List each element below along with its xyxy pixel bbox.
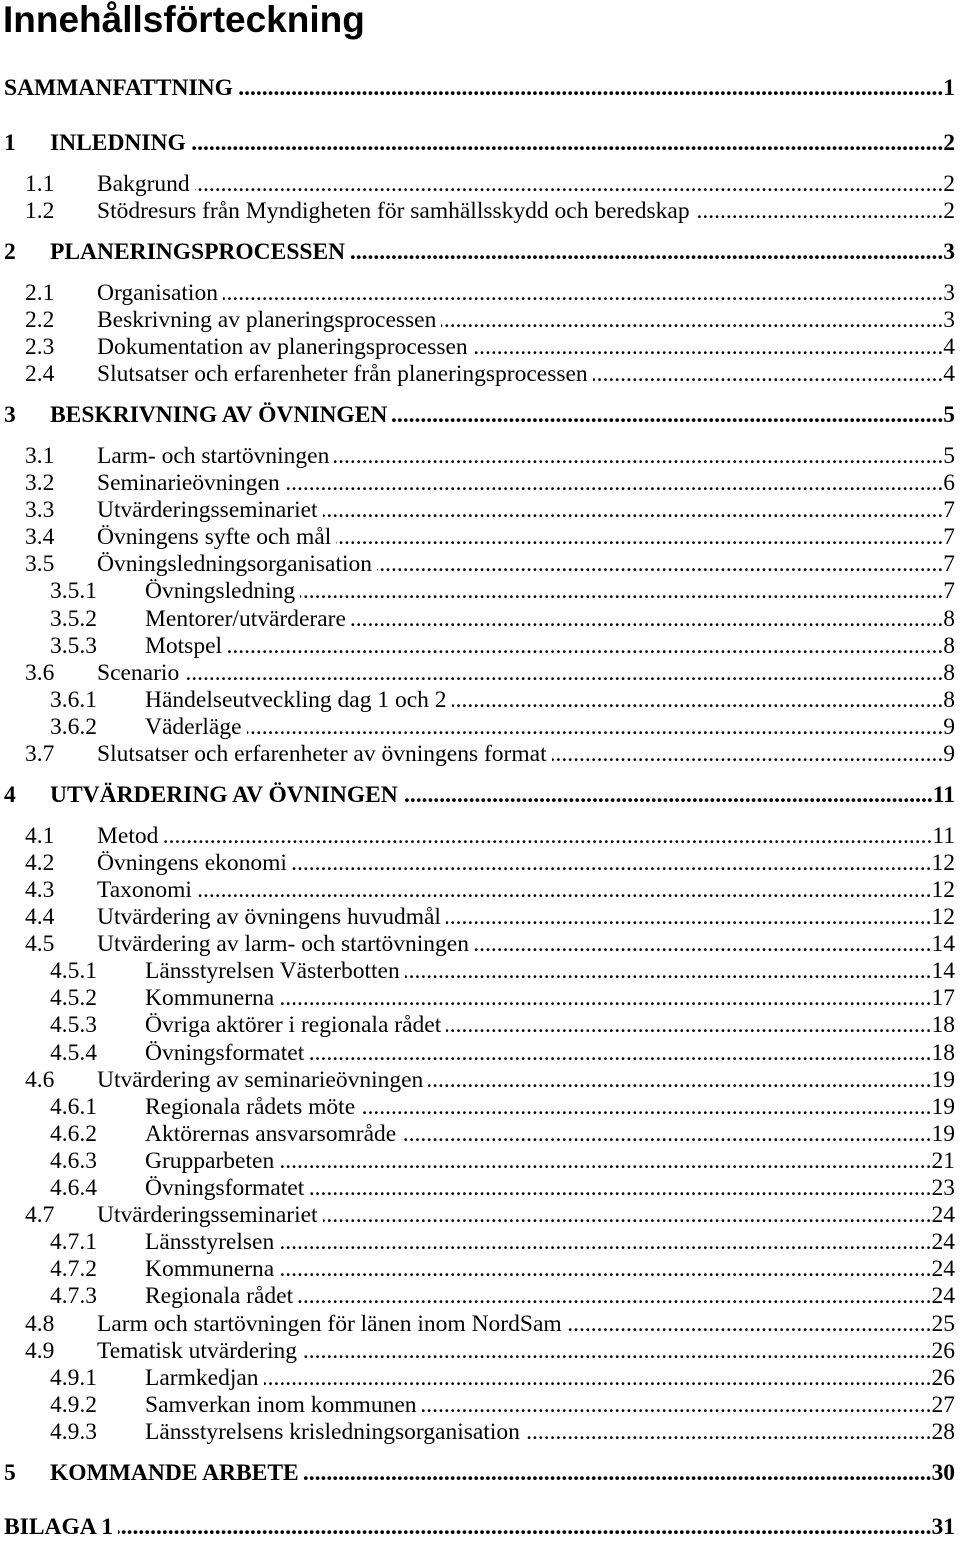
toc-entry-title: Metod (97, 822, 159, 849)
toc-leader-dots (223, 280, 943, 307)
toc-entry-number: 1.1 (25, 171, 55, 198)
toc-entry-title: KOMMANDE ARBETE (50, 1459, 299, 1486)
toc-entry-number: 4.9.2 (50, 1391, 97, 1418)
toc-leader-dots (197, 877, 932, 904)
toc-subsection-entry[interactable] (0, 1121, 955, 1148)
toc-page-number: 1 (943, 75, 955, 102)
toc-page-number: 23 (931, 1175, 955, 1202)
toc-leader-dots (191, 130, 943, 157)
toc-entry-title: PLANERINGSPROCESSEN (50, 239, 346, 266)
toc-entry-title: Scenario (97, 659, 180, 686)
toc-subsection-entry[interactable] (0, 1148, 955, 1175)
toc-section-entry[interactable] (0, 280, 955, 307)
toc-section-entry[interactable] (0, 198, 955, 225)
toc-page-number: 19 (931, 1093, 955, 1120)
toc-page-number: 21 (931, 1147, 955, 1174)
toc-page-number: 19 (931, 1120, 955, 1147)
toc-entry-number: 4.7 (25, 1202, 55, 1229)
toc-entry-title: Taxonomi (97, 877, 192, 903)
toc-entry-title: Larmkedjan (145, 1364, 259, 1391)
toc-subsection-entry[interactable] (0, 1094, 955, 1121)
toc-page-number: 4 (943, 334, 955, 361)
toc-entry-number: 3.2 (25, 470, 55, 497)
toc-page-number: 3 (943, 279, 955, 306)
toc-section-entry[interactable] (0, 850, 955, 877)
toc-leader-dots (309, 1175, 931, 1202)
toc-entry-title: BILAGA 1 (4, 1514, 114, 1541)
toc-entry-number: 1.2 (25, 198, 55, 225)
toc-entry-number: 3.6.1 (50, 686, 97, 713)
toc-page-number: 27 (931, 1391, 955, 1418)
toc-page-number: 24 (931, 1202, 955, 1229)
toc-entry-number: 4.9.1 (50, 1364, 97, 1391)
toc-leader-dots (351, 606, 943, 633)
toc-page-number: 11 (932, 781, 955, 808)
toc-leader-dots (446, 904, 932, 931)
toc-section-entry[interactable] (0, 1311, 955, 1338)
toc-page-number: 8 (943, 659, 955, 686)
toc-chapter-entry[interactable] (0, 1514, 955, 1541)
toc-entry-title: Övriga aktörer i regionala rådet (145, 1012, 442, 1039)
toc-leader-dots (184, 660, 943, 687)
toc-entry-number: 4.6.4 (50, 1175, 97, 1202)
toc-leader-dots (452, 687, 944, 714)
toc-leader-dots (567, 1311, 932, 1338)
toc-entry-number: 3.7 (25, 741, 55, 768)
toc-entry-title: Länsstyrelsens krisledningsorganisation (145, 1418, 520, 1445)
toc-chapter-entry[interactable] (0, 1460, 955, 1487)
toc-leader-dots (695, 198, 944, 225)
toc-page-number: 3 (943, 307, 955, 334)
toc-entry-number: 4.5.1 (50, 958, 97, 985)
toc-entry-number: 3 (4, 402, 16, 429)
toc-entry-number: 4.8 (25, 1310, 55, 1337)
toc-entry-title: Regionala rådets möte (145, 1093, 356, 1120)
toc-subsection-entry[interactable] (0, 1229, 955, 1256)
toc-entry-number: 2 (4, 239, 16, 266)
toc-leader-dots (446, 1012, 931, 1039)
toc-page-number: 3 (943, 239, 955, 266)
toc-leader-dots (377, 551, 943, 578)
toc-entry-number: 3.5 (25, 551, 55, 578)
toc-page-number: 12 (931, 877, 955, 903)
toc-page-number: 8 (943, 605, 955, 632)
toc-entry-title: Bakgrund (97, 171, 190, 198)
toc-entry-number: 3.5.2 (50, 605, 97, 632)
toc-page-number: 18 (931, 1039, 955, 1066)
toc-page-number: 12 (931, 904, 955, 931)
toc-entry-number: 2.2 (25, 307, 55, 334)
toc-leader-dots (392, 402, 943, 429)
toc-leader-dots (401, 1121, 931, 1148)
toc-leader-dots (247, 714, 944, 741)
toc-entry-number: 5 (4, 1459, 16, 1486)
toc-subsection-entry[interactable] (0, 578, 955, 605)
toc-page-number: 6 (943, 470, 955, 497)
toc-leader-dots (279, 1148, 931, 1175)
toc-subsection-entry[interactable] (0, 1256, 955, 1283)
toc-page-number: 30 (931, 1459, 955, 1486)
toc-leader-dots (309, 1040, 931, 1067)
toc-entry-title: Mentorer/utvärderare (145, 605, 346, 632)
toc-leader-dots (292, 850, 932, 877)
toc-entry-number: 4.5.3 (50, 1012, 97, 1039)
toc-page-number: 12 (931, 849, 955, 876)
toc-subsection-entry[interactable] (0, 985, 955, 1012)
toc-leader-dots (285, 470, 944, 497)
toc-entry-title: Larm- och startövningen (97, 443, 330, 469)
toc-entry-title: Utvärdering av larm- och startövningen (97, 931, 469, 958)
toc-entry-title: UTVÄRDERING AV ÖVNINGEN (50, 781, 398, 808)
toc-leader-dots (300, 578, 943, 605)
toc-section-entry[interactable] (0, 443, 955, 470)
toc-section-entry[interactable] (0, 931, 955, 958)
toc-entry-number: 4.6.2 (50, 1120, 97, 1147)
toc-subsection-entry[interactable] (0, 1040, 955, 1067)
toc-entry-number: 4.1 (25, 822, 55, 849)
toc-section-entry[interactable] (0, 823, 955, 850)
toc-entry-title: Utvärdering av övningens huvudmål (97, 904, 441, 931)
toc-heading: Innehållsförteckning (3, 0, 365, 40)
toc-entry-title: Kommunerna (145, 1256, 275, 1283)
toc-entry-number: 1 (4, 130, 16, 157)
toc-section-entry[interactable] (0, 1202, 955, 1229)
toc-entry-number: 4.6.3 (50, 1147, 97, 1174)
toc-page-number: 7 (943, 497, 955, 524)
toc-page-number: 24 (931, 1283, 955, 1310)
toc-leader-dots (304, 1460, 932, 1487)
toc-entry-number: 3.6 (25, 659, 55, 686)
toc-page-number: 17 (931, 985, 955, 1012)
toc-leader-dots (405, 958, 932, 985)
toc-entry-number: 4.5.4 (50, 1039, 97, 1066)
toc-section-entry[interactable] (0, 1338, 955, 1365)
toc-page-number: 14 (931, 931, 955, 958)
toc-entry-title: Slutsatser och erfarenheter från planeringsprocessen (97, 361, 588, 388)
toc-page-number: 8 (943, 632, 955, 659)
toc-section-entry[interactable] (0, 1067, 955, 1094)
toc-page-number: 7 (943, 524, 955, 551)
toc-leader-dots (593, 361, 944, 388)
toc-section-entry[interactable] (0, 497, 955, 524)
toc-entry-number: 4.6.1 (50, 1093, 97, 1120)
toc-subsection-entry[interactable] (0, 1419, 955, 1446)
toc-entry-title: Övningsformatet (145, 1175, 305, 1202)
toc-entry-title: Utvärderingsseminariet (97, 1202, 318, 1229)
toc-entry-number: 3.5.3 (50, 632, 97, 659)
toc-entry-title: Larm och startövningen för länen inom NordSam (97, 1310, 562, 1337)
toc-entry-number: 4.4 (25, 904, 55, 931)
toc-page-number: 11 (932, 822, 955, 849)
toc-entry-number: 4.7.3 (50, 1283, 97, 1310)
toc-page-number: 9 (943, 741, 955, 768)
toc-entry-title: Tematisk utvärdering (97, 1337, 298, 1364)
toc-entry-title: Grupparbeten (145, 1147, 275, 1174)
toc-subsection-entry[interactable] (0, 606, 955, 633)
toc-page-number: 7 (943, 578, 955, 605)
toc-leader-dots (473, 334, 944, 361)
toc-entry-title: Dokumentation av planeringsprocessen (97, 334, 468, 361)
toc-entry-number: 3.4 (25, 524, 55, 551)
toc-page-number: 14 (931, 958, 955, 985)
toc-entry-title: Övningens syfte och mål (97, 524, 332, 551)
toc-entry-number: 2.1 (25, 279, 55, 306)
toc-leader-dots (195, 171, 944, 198)
toc-leader-dots (552, 741, 944, 768)
toc-entry-title: Övningsformatet (145, 1039, 305, 1066)
toc-entry-title: INLEDNING (50, 130, 186, 157)
toc-entry-number: 3.3 (25, 497, 55, 524)
toc-entry-number: 3.6.2 (50, 713, 97, 740)
toc-leader-dots (118, 1514, 931, 1541)
toc-chapter-entry[interactable] (0, 75, 955, 102)
toc-entry-number: 4.3 (25, 877, 55, 903)
toc-page-number: 4 (943, 361, 955, 388)
toc-page-number: 24 (931, 1256, 955, 1283)
toc-leader-dots (360, 1094, 931, 1121)
toc-entry-number: 4.6 (25, 1066, 55, 1093)
toc-leader-dots (334, 443, 943, 470)
toc-subsection-entry[interactable] (0, 958, 955, 985)
toc-leader-dots (350, 239, 943, 266)
toc-chapter-entry[interactable] (0, 130, 955, 157)
toc-section-entry[interactable] (0, 904, 955, 931)
toc-leader-dots (227, 633, 943, 660)
toc-subsection-entry[interactable] (0, 1365, 955, 1392)
toc-leader-dots (264, 1365, 932, 1392)
toc-entry-title: Händelseutveckling dag 1 och 2 (145, 686, 447, 713)
toc-leader-dots (441, 307, 943, 334)
toc-entry-title: Utvärderingsseminariet (97, 497, 318, 524)
toc-entry-title: Motspel (145, 632, 223, 659)
toc-page-number: 28 (931, 1418, 955, 1445)
toc-page-number: 25 (931, 1310, 955, 1337)
toc-section-entry[interactable] (0, 307, 955, 334)
toc-section-entry[interactable] (0, 660, 955, 687)
toc-page-number: 9 (943, 713, 955, 740)
toc-page-number: 24 (931, 1229, 955, 1256)
toc-section-entry[interactable] (0, 551, 955, 578)
toc-section-entry[interactable] (0, 470, 955, 497)
table-of-contents (0, 62, 955, 1542)
toc-leader-dots (302, 1338, 931, 1365)
toc-leader-dots (403, 782, 933, 809)
toc-entry-title: BESKRIVNING AV ÖVNINGEN (50, 402, 388, 429)
toc-leader-dots (279, 985, 931, 1012)
toc-entry-number: 4.9 (25, 1337, 55, 1364)
toc-page-number: 18 (931, 1012, 955, 1039)
toc-subsection-entry[interactable] (0, 633, 955, 660)
toc-page-number: 19 (931, 1066, 955, 1093)
toc-entry-title: Beskrivning av planeringsprocessen (97, 307, 437, 334)
toc-entry-title: SAMMANFATTNING (4, 75, 233, 102)
toc-chapter-entry[interactable] (0, 782, 955, 809)
toc-chapter-entry[interactable] (0, 239, 955, 266)
toc-subsection-entry[interactable] (0, 1175, 955, 1202)
toc-leader-dots (163, 823, 932, 850)
toc-chapter-entry[interactable] (0, 402, 955, 429)
toc-entry-title: Slutsatser och erfarenheter av övningens format (97, 741, 547, 768)
toc-entry-number: 3.1 (25, 443, 55, 469)
toc-page-number: 31 (931, 1514, 955, 1541)
toc-entry-number: 2.4 (25, 361, 55, 388)
toc-leader-dots (238, 75, 943, 102)
toc-leader-dots (525, 1419, 932, 1446)
toc-page-number: 8 (943, 686, 955, 713)
toc-entry-title: Aktörernas ansvarsområde (145, 1120, 397, 1147)
toc-entry-title: Utvärdering av seminarieövningen (97, 1066, 424, 1093)
toc-section-entry[interactable] (0, 361, 955, 388)
toc-leader-dots (298, 1283, 931, 1310)
toc-entry-title: Väderläge (145, 713, 242, 740)
toc-entry-title: Länsstyrelsen Västerbotten (145, 958, 400, 985)
toc-subsection-entry[interactable] (0, 1392, 955, 1419)
toc-entry-number: 4.9.3 (50, 1418, 97, 1445)
toc-section-entry[interactable] (0, 741, 955, 768)
toc-entry-number: 4.2 (25, 849, 55, 876)
toc-page-number: 2 (943, 130, 955, 157)
toc-entry-number: 4.7.2 (50, 1256, 97, 1283)
toc-leader-dots (428, 1067, 931, 1094)
toc-leader-dots (279, 1229, 931, 1256)
toc-leader-dots (323, 1202, 932, 1229)
toc-subsection-entry[interactable] (0, 1283, 955, 1310)
toc-section-entry[interactable] (0, 524, 955, 551)
toc-entry-number: 4.7.1 (50, 1229, 97, 1256)
toc-leader-dots (279, 1256, 931, 1283)
toc-page-number: 26 (931, 1364, 955, 1391)
toc-entry-number: 4.5.2 (50, 985, 97, 1012)
toc-subsection-entry[interactable] (0, 714, 955, 741)
toc-leader-dots (336, 524, 943, 551)
toc-entry-title: Övningens ekonomi (97, 849, 287, 876)
toc-entry-title: Övningsledningsorganisation (97, 551, 373, 578)
toc-entry-title: Länsstyrelsen (145, 1229, 275, 1256)
toc-section-entry[interactable] (0, 334, 955, 361)
toc-entry-number: 4 (4, 781, 16, 808)
toc-page-number: 5 (943, 443, 955, 469)
toc-page-number: 5 (943, 402, 955, 429)
toc-entry-number: 4.5 (25, 931, 55, 958)
toc-section-entry[interactable] (0, 877, 955, 904)
toc-leader-dots (323, 497, 944, 524)
toc-page-number: 2 (943, 198, 955, 225)
toc-entry-title: Organisation (97, 279, 218, 306)
toc-entry-number: 2.3 (25, 334, 55, 361)
toc-entry-title: Stödresurs från Myndigheten för samhällsskydd och beredskap (97, 198, 690, 225)
toc-subsection-entry[interactable] (0, 687, 955, 714)
toc-page-number: 26 (931, 1337, 955, 1364)
toc-page-number: 2 (943, 171, 955, 198)
toc-entry-title: Regionala rådet (145, 1283, 294, 1310)
toc-entry-title: Seminarieövningen (97, 470, 280, 497)
toc-leader-dots (474, 931, 932, 958)
toc-page-number: 7 (943, 551, 955, 578)
toc-section-entry[interactable] (0, 171, 955, 198)
toc-entry-title: Samverkan inom kommunen (145, 1391, 417, 1418)
toc-subsection-entry[interactable] (0, 1012, 955, 1039)
toc-entry-title: Övningsledning (145, 578, 296, 605)
toc-entry-number: 3.5.1 (50, 578, 97, 605)
toc-entry-title: Kommunerna (145, 985, 275, 1012)
toc-leader-dots (422, 1392, 932, 1419)
